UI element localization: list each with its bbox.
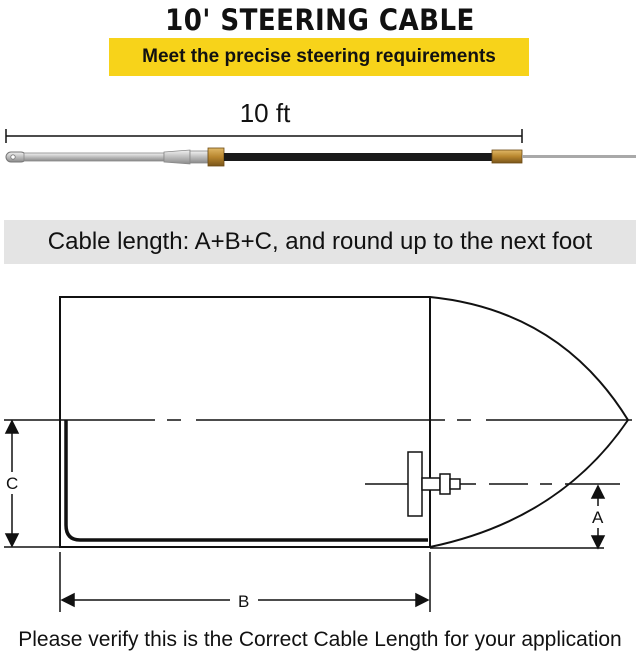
- feature-banner: Meet the precise steering requirements: [109, 38, 529, 76]
- footer-note: Please verify this is the Correct Cable Length for your application: [18, 628, 622, 651]
- steering-helm-icon: [408, 452, 460, 516]
- dimension-label-b: B: [238, 592, 250, 611]
- page-title: 10' STEERING CABLE: [165, 3, 475, 37]
- dimension-label-c: C: [6, 474, 19, 493]
- dimension-label-a: A: [592, 508, 604, 527]
- cable-length-label: 10 ft: [239, 98, 291, 128]
- formula-band: Cable length: A+B+C, and round up to the next foot: [4, 220, 636, 264]
- boat-outline: [60, 297, 628, 547]
- cable-dimension-line: [6, 129, 522, 143]
- steering-cable-illustration: [6, 148, 636, 166]
- cable-route-path: [66, 420, 428, 540]
